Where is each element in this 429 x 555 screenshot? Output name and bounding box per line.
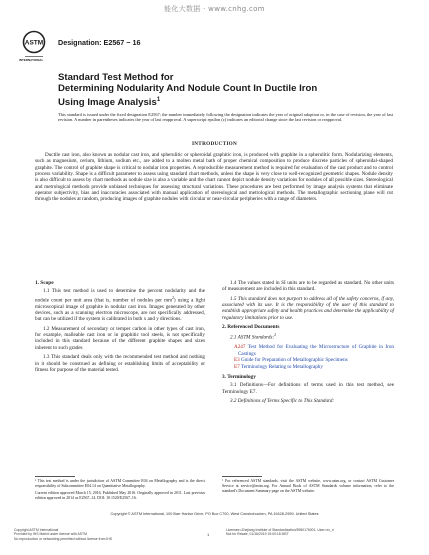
title-line-3: Using Image Analysis <box>58 96 157 108</box>
issuance-note: This standard is issued under the fixed designation E2567; the number immediately following the designation indicates the year of original adoption or, in the case of revision, the year of last revision. A number in parentheses indicates the year of last reapproval. A superscript epsilon (ε) indicates an editorial change since the last revision or reapproval. <box>58 112 393 123</box>
title-footnote-mark: 1 <box>156 96 161 103</box>
right-column <box>222 280 394 407</box>
footnote-1-edition: Current edition approved March 15, 2016. Published May 2016. Originally approved in 2011. Last previous edition approved in 2014 as E2567–14. DOI: 10.1520/E2567–16. <box>35 490 205 500</box>
section-1-5: 1.5 This standard does not purport to address all of the safety concerns, if any, associated with its use. It is the responsibility of the user of this standard to establish appropriate safety and health practices and determine the applicability of regulatory limitations prior to use. <box>222 295 394 321</box>
designation: Designation: E2567 − 16 <box>58 38 141 47</box>
reference-a247[interactable]: A247 Test Method for Evaluating the Microstructure of Graphite in Iron Castings <box>234 344 394 357</box>
introduction-heading: INTRODUCTION <box>191 141 238 147</box>
logo-caption: INTERNATIONAL <box>19 58 44 62</box>
section-1-2: 1.2 Measurement of secondary or temper carbon in other types of cast iron, for example, malleable cast iron or in graphitic tool steels, is not specifically included in this standard because of the different graphite shapes and sizes inherent to such grades <box>35 325 205 351</box>
section-1-3: 1.3 This standard deals only with the recommended test method and nothing in it should be construed as defining or establishing limits of acceptability or fitness for purpose of the material tested. <box>35 354 205 373</box>
footnote-1: ¹ This test method is under the jurisdiction of ASTM Committee E04 on Metallography and is the direct responsibility of Subcommittee E04.14 on Quantitative Metallography. <box>35 479 205 488</box>
title-line-2: Determining Nodularity And Nodule Count In Ductile Iron <box>58 83 318 95</box>
section-3-2: 3.2 Definitions of Terms Specific to This Standard: <box>230 397 335 404</box>
section-2-1: 2.1 ASTM Standards:$^2$ <box>230 333 276 342</box>
footnote-2: ² For referenced ASTM standards, visit the ASTM website, www.astm.org, or contact ASTM Customer Service at service@astm.org. For Annual Book of ASTM Standards volume information, refer to the standard's Document Summary page on the ASTM website. <box>222 479 394 493</box>
copyright-line: Copyright © ASTM International, 100 Barr Harbor Drive, PO Box C700, West Conshohocken, PA 19428-2959. United States <box>110 512 319 516</box>
reference-e3[interactable]: E3 Guide for Preparation of Metallographic Specimens <box>234 357 348 364</box>
left-column <box>35 280 205 376</box>
section-3-1: 3.1 Definitions—For definitions of terms used in this test method, see Terminology E7. <box>222 382 394 395</box>
page-number: 1 <box>207 532 210 537</box>
scope-heading: 1. Scope <box>35 280 54 286</box>
footer-right: Licensee=Zhejiang Institute of Standardization/5950176001, User=xx_ri Not for Resale, 01/16/2019 19:00:18 MST <box>226 528 334 537</box>
document-title <box>58 72 398 108</box>
footnote-rule <box>222 476 262 477</box>
left-footnotes <box>35 476 205 501</box>
svg-text:ASTM: ASTM <box>24 39 44 47</box>
footer-left: Copyright ASTM International Provided by IHS Markit under license with ASTM No reproduction or networking permitted without license from IHS <box>14 528 112 541</box>
terminology-heading: 3. Terminology <box>222 373 256 380</box>
section-1-4: 1.4 The values stated in SI units are to be regarded as standard. No other units of measurement are included in this standard. <box>222 280 394 293</box>
title-line-1: Standard Test Method for <box>58 72 174 83</box>
section-1-1: 1.1 This test method is used to determine the percent nodularity and the nodule count per unit area (that is, number of nodules per $mm^2$) using a light microscopical image of graphite in nodular cast iron. Images generated by other devices, such as a scanning electron microscope, are not specifically addressed, but can be utilized if the system is calibrated in both x and y directions. <box>35 288 206 323</box>
reference-e7[interactable]: E7 Terminology Relating to Metallography <box>234 363 323 370</box>
footnote-rule <box>35 476 75 477</box>
referenced-documents-heading: 2. Referenced Documents <box>222 324 280 331</box>
right-footnotes <box>222 476 394 494</box>
watermark: 能化大数据 · www.cnhg.com <box>164 5 265 13</box>
introduction-text: Ductile cast iron, also known as nodular cast iron, and spherulitic or spheroidal graphitic iron, is produced with graphite in a spherulitic form. Nodularizing elements, such as magnesium, cerium, lithium, sodium etc., are added to a molten metal bath of proper chemical composition to produce discrete particles of spheroidal-shaped graphite. The control of graphite shape is critical to nodular iron properties. A reproducible measurement method is required for evaluation of the cast product and to control process variability. Shape is a difficult parameter to assess using standard chart methods, unless the shape is very close to well-recognized geometric shapes. Nodule density is also difficult to assess by chart methods as nodule size is also a variable and the chart cannot depict nodule density variations for nodules of all possible sizes. Stereological and metrological methods provide unbiased techniques for assessing structural variations. These procedures are best performed by image analysis systems that eliminate operator subjectivity, bias and inaccuracies associated with manual application of stereological and metrological methods. The metallographic sectioning plane will cut through the nodules at random, producing images of graphite nodules with circular or near-circular peripheries with a range of diameters. <box>35 152 393 203</box>
